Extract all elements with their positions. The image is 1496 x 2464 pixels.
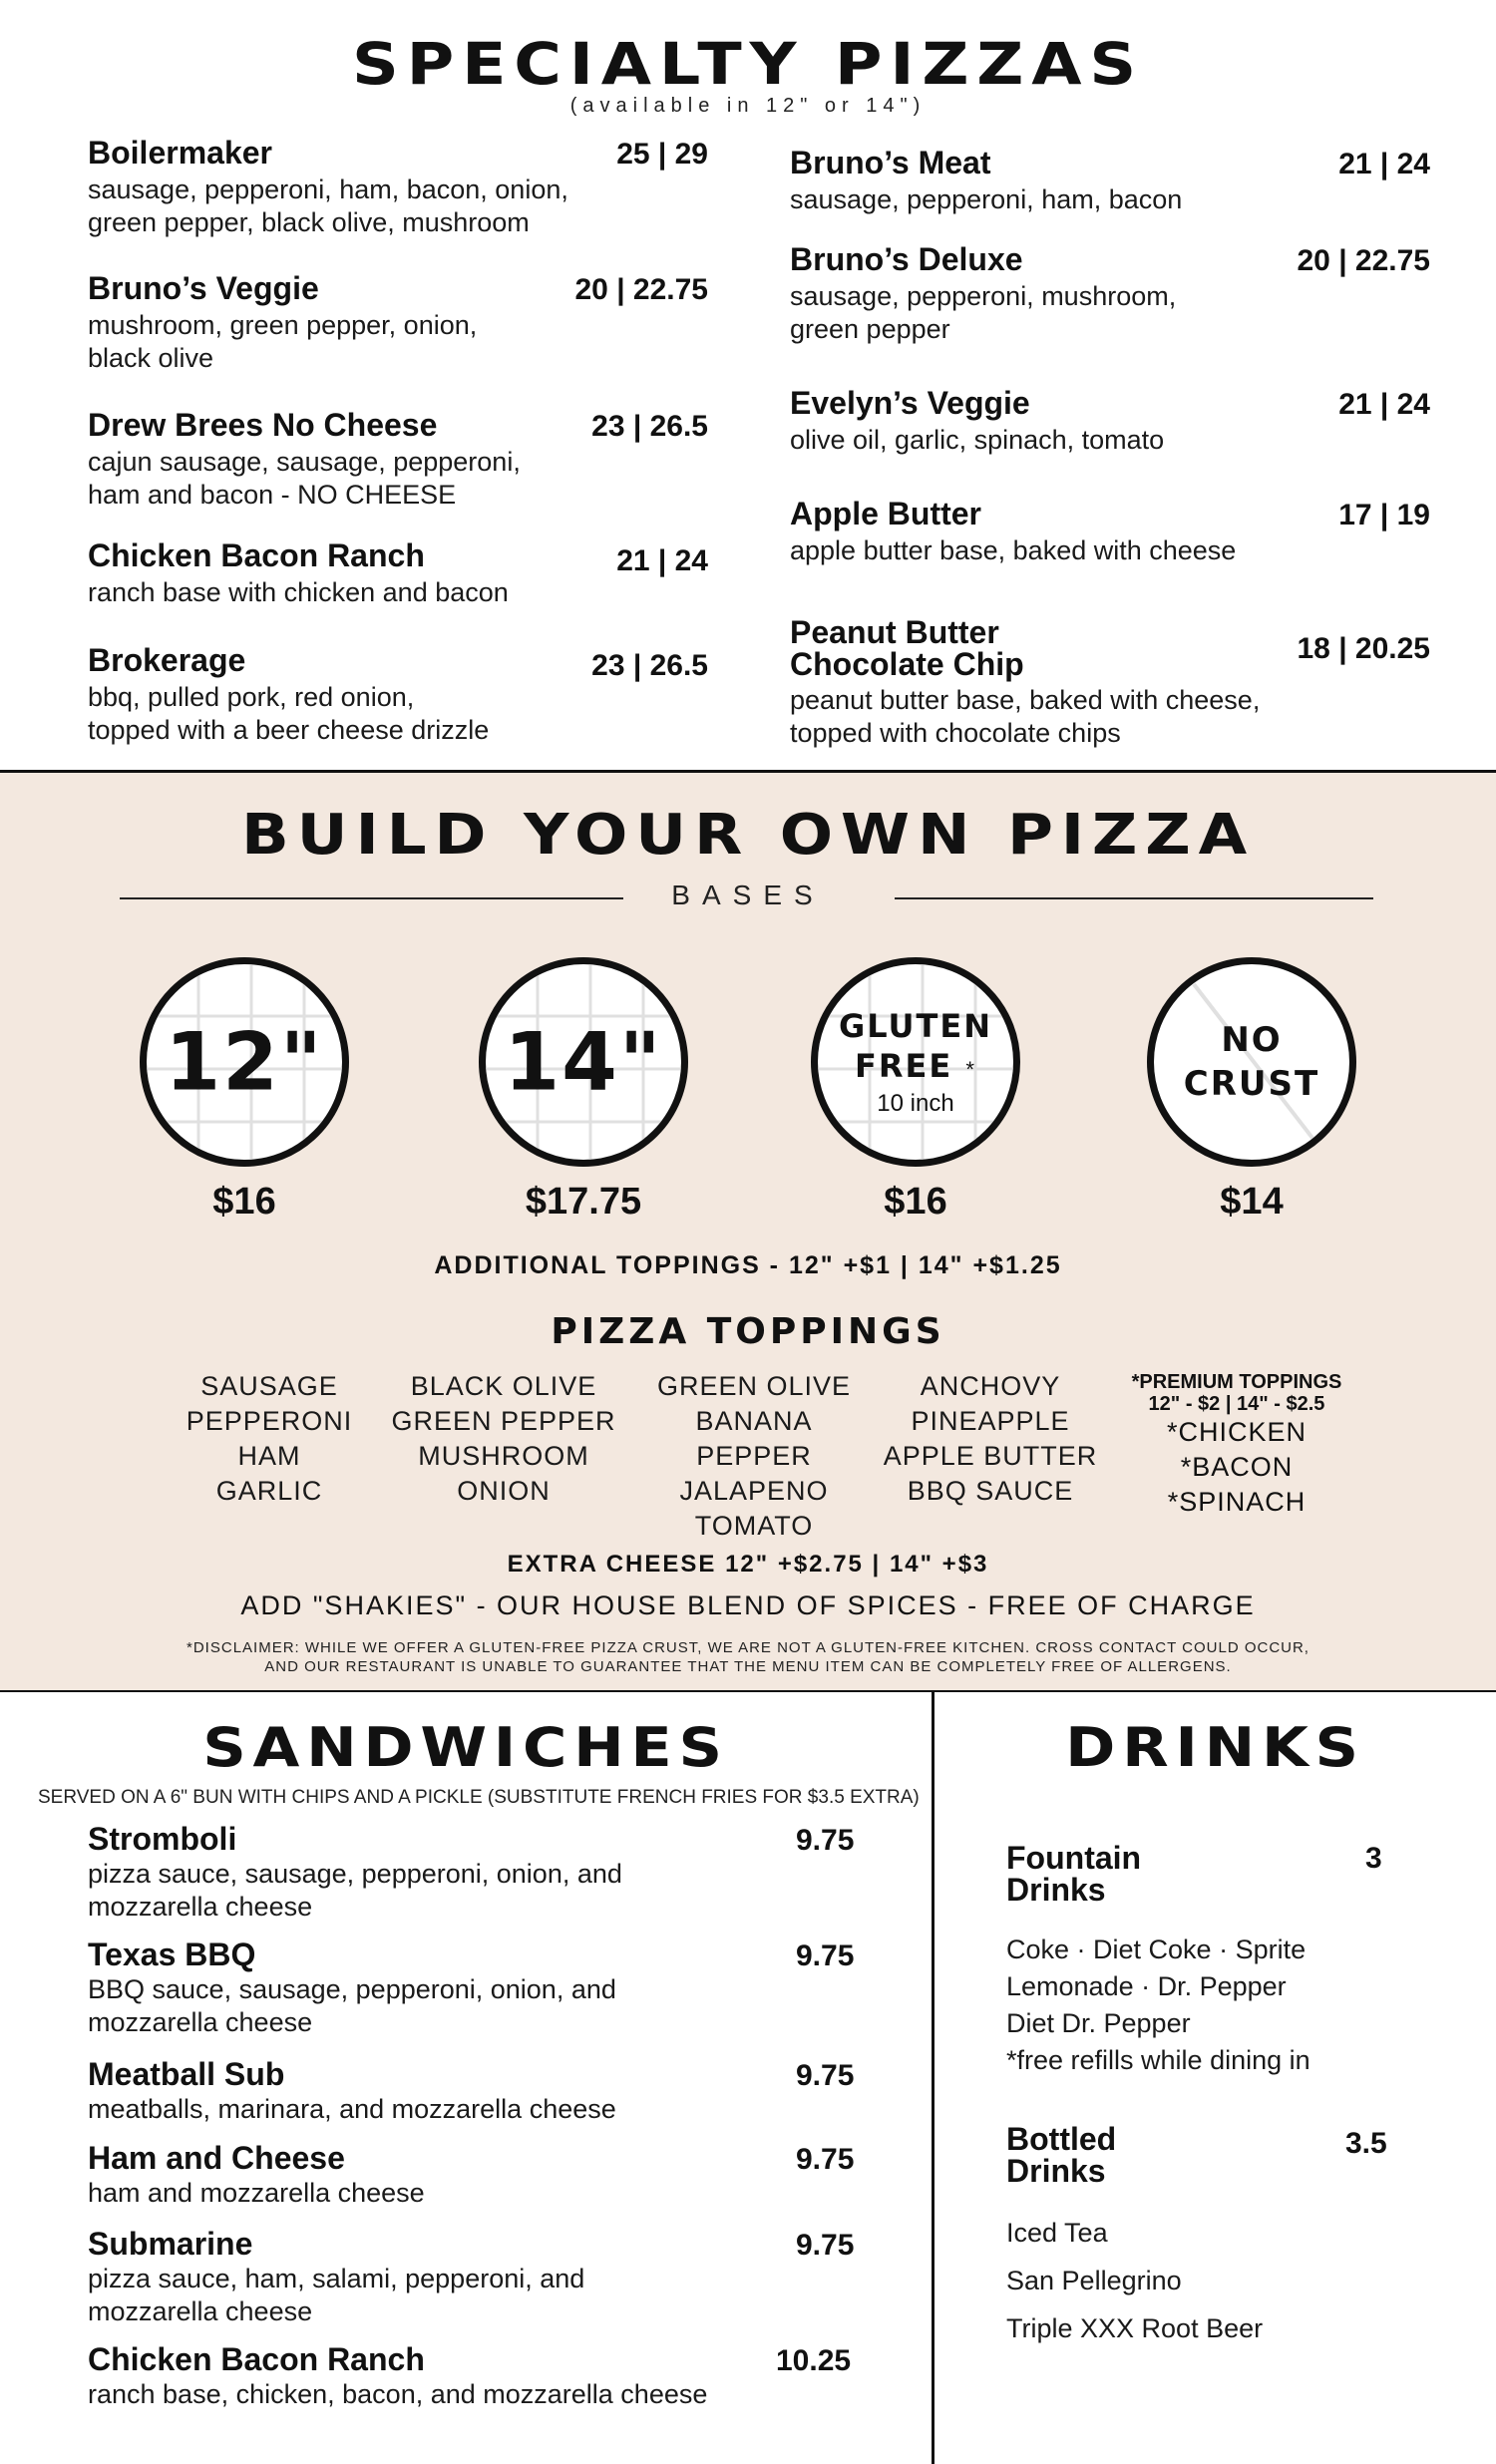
- drinks-title: DRINKS: [1065, 1716, 1365, 1779]
- sandwiches-served-note: SERVED ON A 6" BUN WITH CHIPS AND A PICKLE (SUBSTITUTE FRENCH FRIES FOR $3.5 EXTRA): [38, 1787, 920, 1808]
- desc-line: topped with a beer cheese drizzle: [88, 715, 490, 745]
- toppings-column-4: [876, 1369, 1105, 1509]
- item-price: 17 | 19: [1338, 499, 1430, 531]
- menu-item-chicken-bacon-ranch-pizza: [88, 538, 706, 609]
- disclaimer-line: AND OUR RESTAURANT IS UNABLE TO GUARANTEE THAT THE MENU ITEM CAN BE COMPLETELY FREE OF ALLERGENS.: [264, 1658, 1232, 1675]
- desc-line: cajun sausage, sausage, pepperoni,: [88, 447, 521, 477]
- base-size-label: 14": [504, 1015, 663, 1109]
- base-12-inch: [130, 957, 359, 1224]
- item-price: 25 | 29: [616, 138, 708, 171]
- item-description: [790, 424, 1408, 457]
- disclaimer-line: *DISCLAIMER: WHILE WE OFFER A GLUTEN-FREE PIZZA CRUST, WE ARE NOT A GLUTEN-FREE KITCHEN. CROSS CONTACT COULD OCCUR,: [187, 1639, 1309, 1656]
- item-description: [790, 183, 1408, 216]
- base-price: $16: [884, 1181, 947, 1223]
- base-circle: [479, 957, 688, 1167]
- gluten-disclaimer: [0, 1638, 1496, 1676]
- desc-line: peanut butter base, baked with cheese,: [790, 685, 1261, 715]
- item-price: 3.5: [1345, 2127, 1387, 2160]
- item-name: Ham and Cheese: [88, 2140, 345, 2176]
- drink-line: Triple XXX Root Beer: [1006, 2313, 1264, 2343]
- base-sub-label: 10 inch: [877, 1090, 954, 1117]
- desc-line: pizza sauce, ham, salami, pepperoni, and: [88, 2264, 585, 2293]
- item-price: 23 | 26.5: [591, 410, 708, 443]
- item-price: 9.75: [796, 2143, 855, 2176]
- desc-line: sausage, pepperoni, mushroom,: [790, 281, 1177, 311]
- item-description: [88, 2378, 866, 2411]
- base-14-inch: [469, 957, 698, 1224]
- item-price: 20 | 22.75: [574, 273, 708, 306]
- topping: BANANA PEPPER: [695, 1406, 813, 1471]
- premium-prices: 12" - $2 | 14" - $2.5: [1148, 1393, 1325, 1415]
- desc-line: mozzarella cheese: [88, 2007, 313, 2037]
- topping: PINEAPPLE: [911, 1406, 1070, 1436]
- item-name: Bruno’s Meat: [790, 145, 991, 180]
- topping: JALAPENO: [679, 1476, 829, 1506]
- drink-line: Diet Dr. Pepper: [1006, 2008, 1191, 2038]
- desc-line: black olive: [88, 343, 214, 373]
- gluten-free-asterisk: *: [965, 1057, 976, 1082]
- item-name: Evelyn’s Veggie: [790, 385, 1030, 421]
- topping: ANCHOVY: [920, 1371, 1061, 1401]
- desc-line: meatballs, marinara, and mozzarella cheese: [88, 2094, 616, 2124]
- name-line: Fountain: [1006, 1840, 1142, 1876]
- desc-line: ham and mozzarella cheese: [88, 2178, 425, 2208]
- topping: HAM: [237, 1441, 301, 1471]
- base-label-line: NO: [1221, 1020, 1283, 1060]
- topping: GARLIC: [215, 1476, 323, 1506]
- item-description: [88, 1858, 866, 1924]
- item-description: [88, 309, 706, 375]
- shakies-note: ADD "SHAKIES" - OUR HOUSE BLEND OF SPICES - FREE OF CHARGE: [240, 1590, 1256, 1620]
- bottled-drinks-list: [1006, 2209, 1263, 2352]
- item-description: [88, 2263, 866, 2328]
- item-description: [790, 280, 1408, 346]
- premium-heading: *PREMIUM TOPPINGS: [1131, 1371, 1342, 1393]
- extra-cheese-pricing: EXTRA CHEESE 12" +$2.75 | 14" +$3: [507, 1551, 989, 1578]
- desc-line: sausage, pepperoni, ham, bacon, onion,: [88, 175, 568, 204]
- item-description: [88, 681, 706, 747]
- item-name: Apple Butter: [790, 496, 981, 531]
- additional-toppings-pricing: ADDITIONAL TOPPINGS - 12" +$1 | 14" +$1.25: [434, 1251, 1062, 1279]
- item-name: Bruno’s Veggie: [88, 270, 319, 306]
- premium-topping: *SPINACH: [1167, 1487, 1307, 1517]
- item-price: 9.75: [796, 1939, 855, 1972]
- premium-topping: *CHICKEN: [1166, 1417, 1308, 1447]
- pizza-toppings-title: PIZZA TOPPINGS: [551, 1311, 945, 1352]
- item-description: [88, 2177, 866, 2210]
- desc-line: sausage, pepperoni, ham, bacon: [790, 184, 1183, 214]
- item-description: [790, 534, 1408, 567]
- desc-line: ranch base with chicken and bacon: [88, 577, 509, 607]
- base-price: $17.75: [525, 1181, 642, 1223]
- desc-line: apple butter base, baked with cheese: [790, 535, 1237, 565]
- item-name: Chicken Bacon Ranch: [88, 2341, 425, 2377]
- base-circle: [140, 957, 349, 1167]
- desc-line: mozzarella cheese: [88, 2296, 313, 2326]
- base-circle: [811, 957, 1020, 1167]
- menu-item-brunos-veggie: [88, 271, 706, 375]
- item-description: [88, 576, 706, 609]
- topping: PEPPERONI: [186, 1406, 353, 1436]
- base-gluten-free-label: [818, 1006, 1013, 1118]
- fountain-drinks-heading: [1006, 1842, 1425, 1906]
- build-your-own-section: [0, 773, 1496, 1690]
- base-price: $14: [1220, 1181, 1284, 1223]
- item-price: 9.75: [796, 1824, 855, 1857]
- item-price: 9.75: [796, 2059, 855, 2092]
- bases-rule-right: [895, 897, 1373, 899]
- base-circle: [1147, 957, 1356, 1167]
- toppings-column-1: [155, 1369, 384, 1509]
- bases-label: BASES: [671, 880, 825, 910]
- bases-row: [0, 878, 1496, 917]
- desc-line: bbq, pulled pork, red onion,: [88, 682, 415, 712]
- item-description: [88, 1973, 866, 2039]
- menu-item-drew-brees: [88, 408, 706, 512]
- base-label-line-free: [818, 1046, 1013, 1090]
- item-price: 10.25: [776, 2344, 852, 2377]
- menu-item-apple-butter: [790, 496, 1430, 567]
- item-description: [88, 174, 706, 239]
- desc-line: BBQ sauce, sausage, pepperoni, onion, and: [88, 1974, 616, 2004]
- item-name: Brokerage: [88, 642, 246, 678]
- base-gluten-free: [801, 957, 1030, 1224]
- item-price: 21 | 24: [616, 544, 708, 577]
- desc-line: green pepper, black olive, mushroom: [88, 207, 530, 237]
- topping: SAUSAGE: [200, 1371, 338, 1401]
- build-title: BUILD YOUR OWN PIZZA: [241, 803, 1255, 868]
- item-name: Stromboli: [88, 1821, 237, 1857]
- drink-line: *free refills while dining in: [1006, 2045, 1310, 2075]
- name-line: Peanut Butter: [790, 614, 999, 650]
- topping: GREEN OLIVE: [656, 1371, 852, 1401]
- sandwich-ham-and-cheese: [88, 2141, 866, 2210]
- base-size-label: 12": [165, 1015, 324, 1109]
- topping: ONION: [457, 1476, 551, 1506]
- item-name: Texas BBQ: [88, 1936, 256, 1972]
- name-line: Bottled: [1006, 2121, 1117, 2157]
- specialty-subtitle: (available in 12" or 14"): [569, 95, 927, 117]
- name-line: Drinks: [1006, 2153, 1106, 2189]
- item-name: Submarine: [88, 2226, 253, 2262]
- topping: BBQ SAUCE: [907, 1476, 1074, 1506]
- premium-topping: *BACON: [1180, 1452, 1294, 1482]
- specialty-title: SPECIALTY PIZZAS: [351, 30, 1144, 98]
- fountain-drinks-list: [1006, 1932, 1310, 2079]
- desc-line: pizza sauce, sausage, pepperoni, onion, and: [88, 1859, 622, 1889]
- base-no-crust: [1137, 957, 1366, 1224]
- sandwich-texas-bbq: [88, 1937, 866, 2039]
- item-price: 9.75: [796, 2229, 855, 2262]
- desc-line: ham and bacon - NO CHEESE: [88, 480, 457, 510]
- sandwich-meatball-sub: [88, 2057, 866, 2126]
- item-name: Bruno’s Deluxe: [790, 241, 1023, 277]
- base-label-line: GLUTEN: [839, 1007, 992, 1045]
- item-name: Boilermaker: [88, 135, 272, 171]
- desc-line: green pepper: [790, 314, 950, 344]
- item-name: Meatball Sub: [88, 2056, 285, 2092]
- sandwich-chicken-bacon-ranch: [88, 2342, 866, 2411]
- desc-line: mozzarella cheese: [88, 1892, 313, 1922]
- desc-line: mushroom, green pepper, onion,: [88, 310, 478, 340]
- menu-item-boilermaker: [88, 136, 706, 239]
- premium-toppings: [1107, 1371, 1366, 1520]
- base-no-crust-label: [1154, 1018, 1349, 1106]
- item-price: 23 | 26.5: [591, 649, 708, 682]
- item-name: Drew Brees No Cheese: [88, 407, 438, 443]
- sandwiches-section: [0, 1692, 932, 2464]
- topping: APPLE BUTTER: [883, 1441, 1098, 1471]
- topping: TOMATO: [694, 1511, 814, 1541]
- base-label-line: CRUST: [1183, 1064, 1320, 1104]
- item-name: [1006, 1842, 1425, 1906]
- menu-item-peanut-butter-chocolate-chip: [790, 614, 1430, 750]
- drink-line: Lemonade · Dr. Pepper: [1006, 1971, 1287, 2001]
- menu-item-brokerage: [88, 643, 706, 747]
- specialty-pizzas-section: [0, 0, 1496, 771]
- drink-line: San Pellegrino: [1006, 2266, 1182, 2295]
- name-line: Chocolate Chip: [790, 646, 1024, 682]
- desc-line: olive oil, garlic, spinach, tomato: [790, 425, 1165, 455]
- desc-line: ranch base, chicken, bacon, and mozzarella cheese: [88, 2379, 708, 2409]
- sandwich-stromboli: [88, 1822, 866, 1924]
- toppings-column-3: [639, 1369, 869, 1544]
- drink-line: Iced Tea: [1006, 2218, 1108, 2248]
- topping: MUSHROOM: [418, 1441, 589, 1471]
- bottled-drinks-heading: [1006, 2123, 1425, 2187]
- sandwiches-title: SANDWICHES: [202, 1716, 729, 1779]
- base-label-word: FREE: [855, 1047, 953, 1085]
- item-price: 20 | 22.75: [1297, 244, 1430, 277]
- item-description: [88, 446, 706, 512]
- item-price: 21 | 24: [1338, 148, 1430, 180]
- topping: GREEN PEPPER: [391, 1406, 616, 1436]
- item-name: Chicken Bacon Ranch: [88, 537, 425, 573]
- desc-line: topped with chocolate chips: [790, 718, 1121, 748]
- menu-item-evelyns-veggie: [790, 385, 1430, 457]
- item-price: 3: [1365, 1842, 1382, 1875]
- menu-item-brunos-deluxe: [790, 241, 1430, 346]
- base-price: $16: [212, 1181, 276, 1223]
- name-line: Drinks: [1006, 1872, 1106, 1908]
- drinks-section: [935, 1692, 1496, 2464]
- drink-line: Coke · Diet Coke · Sprite: [1006, 1935, 1307, 1964]
- item-price: 18 | 20.25: [1297, 632, 1430, 665]
- item-description: [790, 684, 1408, 750]
- item-price: 21 | 24: [1338, 388, 1430, 421]
- menu-item-brunos-meat: [790, 145, 1430, 216]
- sandwich-submarine: [88, 2227, 866, 2328]
- item-description: [88, 2093, 866, 2126]
- topping: BLACK OLIVE: [410, 1371, 597, 1401]
- toppings-column-2: [389, 1369, 618, 1509]
